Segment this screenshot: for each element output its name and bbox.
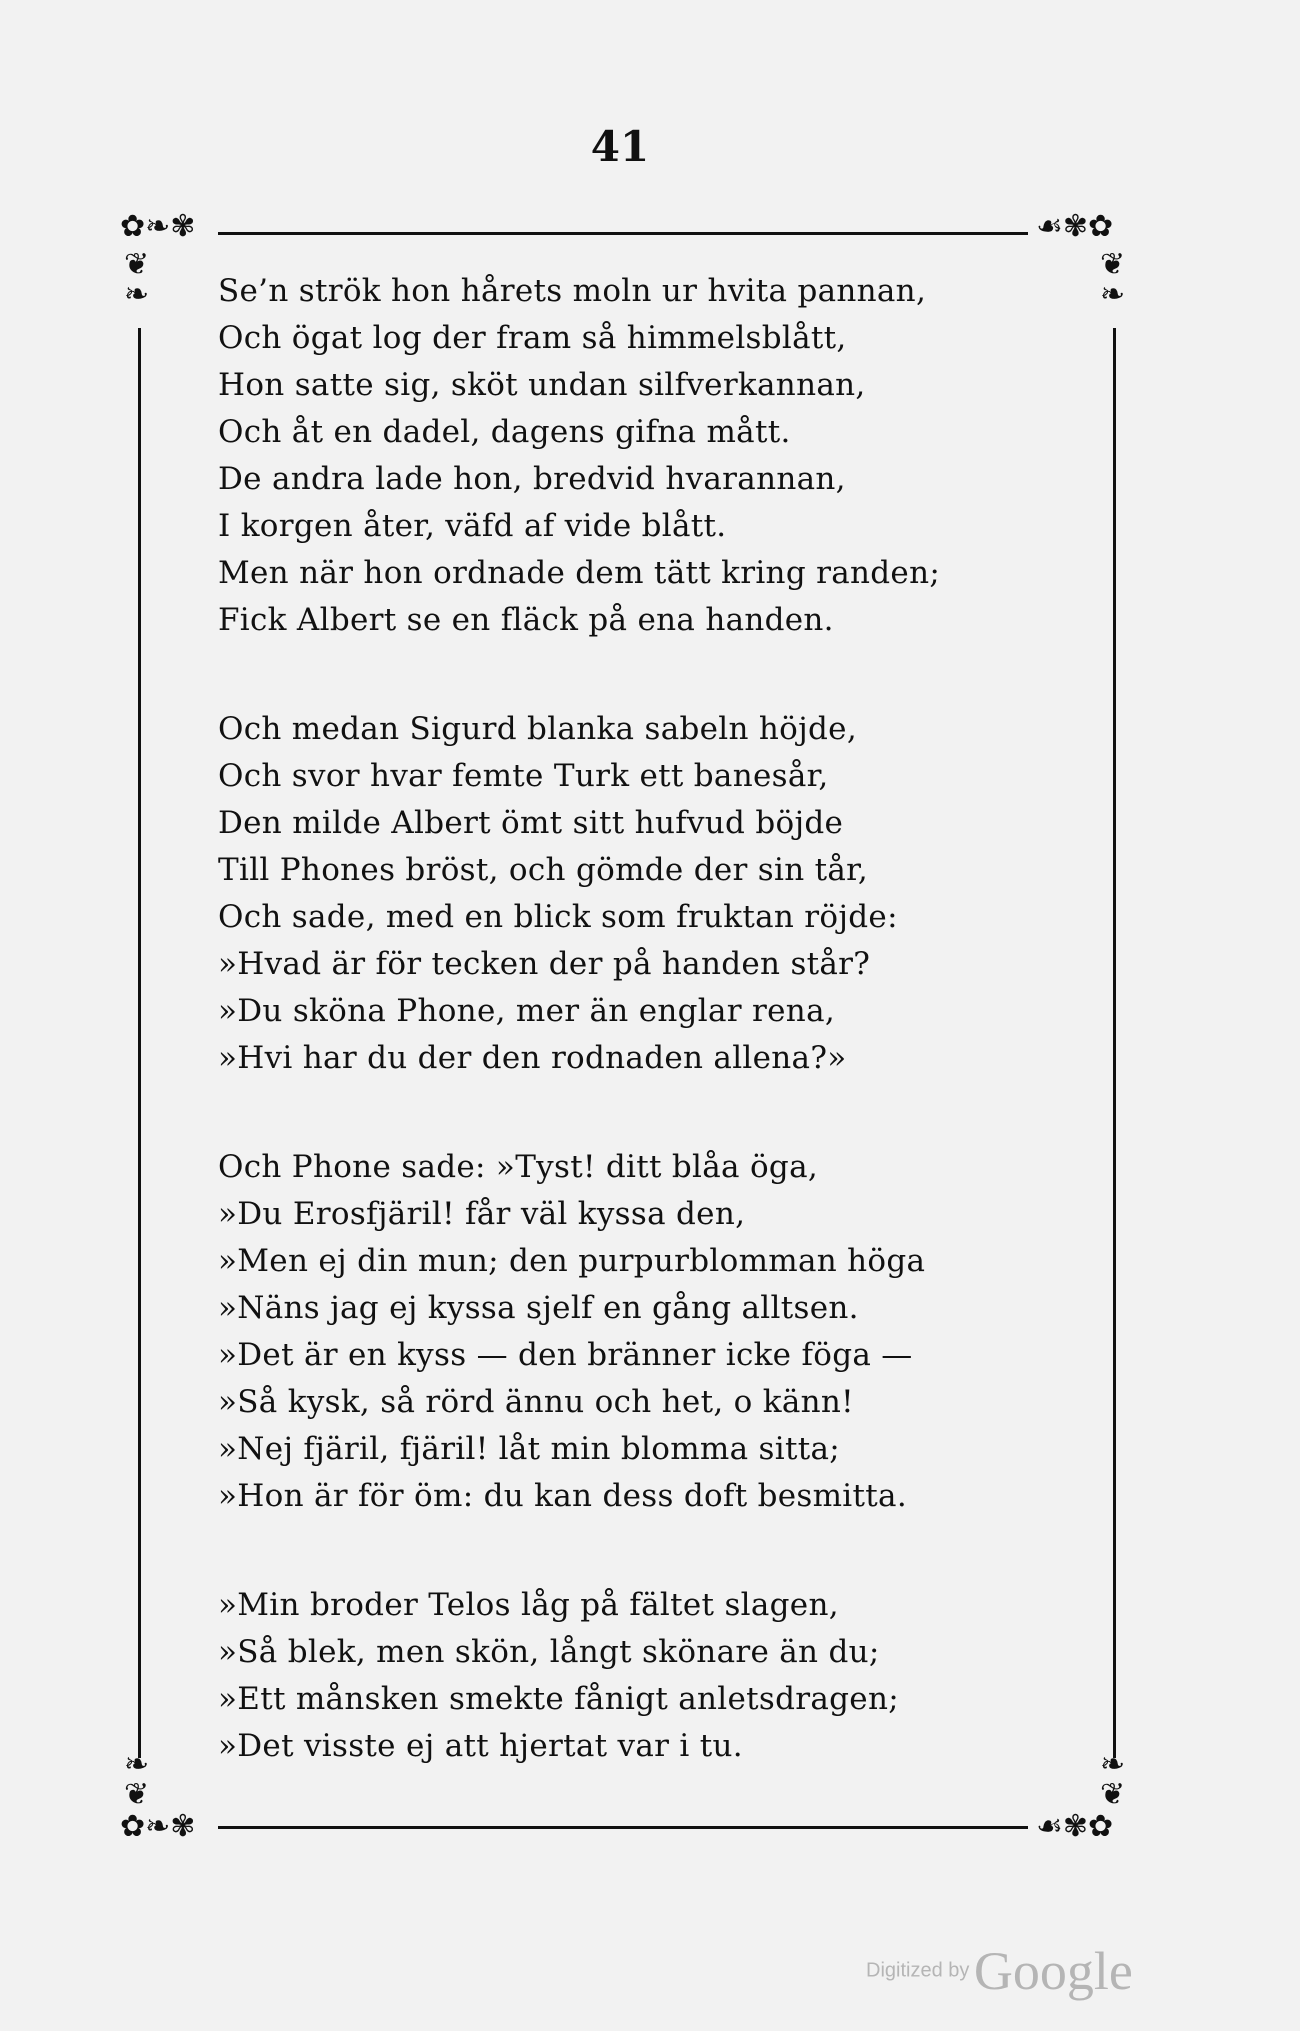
verse-line: Och ögat log der fram så himmelsblått, <box>218 320 847 356</box>
verse-line: Hon satte sig, sköt undan silfverkannan, <box>218 367 866 403</box>
verse-line: »Hon är för öm: du kan dess doft besmitta. <box>218 1478 907 1514</box>
stanza-4 <box>218 1582 978 1770</box>
google-logo: Google <box>973 1941 1133 2001</box>
ornament-bottom-right-vine-icon: ❧ ❦ <box>1100 1747 1126 1812</box>
verse-line: Och åt en dadel, dagens gifna mått. <box>218 414 791 450</box>
ornament-bottom-left-icon: ✿❧✾ <box>120 1809 196 1844</box>
verse-line: Se’n strök hon hårets moln ur hvita pannan, <box>218 273 927 309</box>
frame-right-line <box>1113 328 1116 1758</box>
page-number: 41 <box>590 122 650 171</box>
verse-line: »Näns jag ej kyssa sjelf en gång alltsen. <box>218 1290 859 1326</box>
digitized-by-label: Digitized by <box>866 1959 970 1982</box>
verse-line: »Hvi har du der den rodnaden allena?» <box>218 1040 847 1076</box>
ornament-bottom-left-vine-icon: ❧ ❦ <box>124 1747 150 1812</box>
verse-line: Men när hon ordnade dem tätt kring randen; <box>218 555 941 591</box>
verse-line: »Så kysk, så rörd ännu och het, o känn! <box>218 1384 854 1420</box>
verse-line: »Det visste ej att hjertat var i tu. <box>218 1728 743 1764</box>
verse-line: »Men ej din mun; den purpurblomman höga <box>218 1243 926 1279</box>
stanza-1 <box>218 268 978 644</box>
stanza-3 <box>218 1144 978 1520</box>
ornament-top-left-icon: ✿❧✾ <box>120 209 196 244</box>
verse-line: Och medan Sigurd blanka sabeln höjde, <box>218 711 857 747</box>
google-credit <box>866 1940 1133 2002</box>
verse-line: »Min broder Telos låg på fältet slagen, <box>218 1587 839 1623</box>
verse-line: »Ett månsken smekte fånigt anletsdragen; <box>218 1681 899 1717</box>
ornament-top-right-icon: ☙✾✿ <box>1036 209 1114 244</box>
verse-line: Den milde Albert ömt sitt hufvud böjde <box>218 805 844 841</box>
verse-line: Och sade, med en blick som fruktan röjde: <box>218 899 898 935</box>
stanza-2 <box>218 706 978 1082</box>
verse-line: »Nej fjäril, fjäril! låt min blomma sitta; <box>218 1431 841 1467</box>
ornament-top-right-vine-icon: ❦ ❧ <box>1100 247 1126 312</box>
ornament-top-left-vine-icon: ❦ ❧ <box>124 247 150 312</box>
frame-left-line <box>138 328 141 1758</box>
verse-line: I korgen åter, väfd af vide blått. <box>218 508 727 544</box>
verse-line: Fick Albert se en fläck på ena handen. <box>218 602 834 638</box>
verse-line: Och svor hvar femte Turk ett banesår, <box>218 758 829 794</box>
frame-top-line <box>218 232 1028 235</box>
verse-line: »Du Erosfjäril! får väl kyssa den, <box>218 1196 746 1232</box>
poem <box>218 268 978 1832</box>
verse-line: »Det är en kyss — den bränner icke föga — <box>218 1337 913 1373</box>
verse-line: »Så blek, men skön, långt skönare än du; <box>218 1634 880 1670</box>
verse-line: »Hvad är för tecken der på handen står? <box>218 946 871 982</box>
verse-line: De andra lade hon, bredvid hvarannan, <box>218 461 846 497</box>
ornament-bottom-right-icon: ☙✾✿ <box>1036 1809 1114 1844</box>
verse-line: »Du sköna Phone, mer än englar rena, <box>218 993 836 1029</box>
verse-line: Och Phone sade: »Tyst! ditt blåa öga, <box>218 1149 819 1185</box>
verse-line: Till Phones bröst, och gömde der sin tår, <box>218 852 869 888</box>
